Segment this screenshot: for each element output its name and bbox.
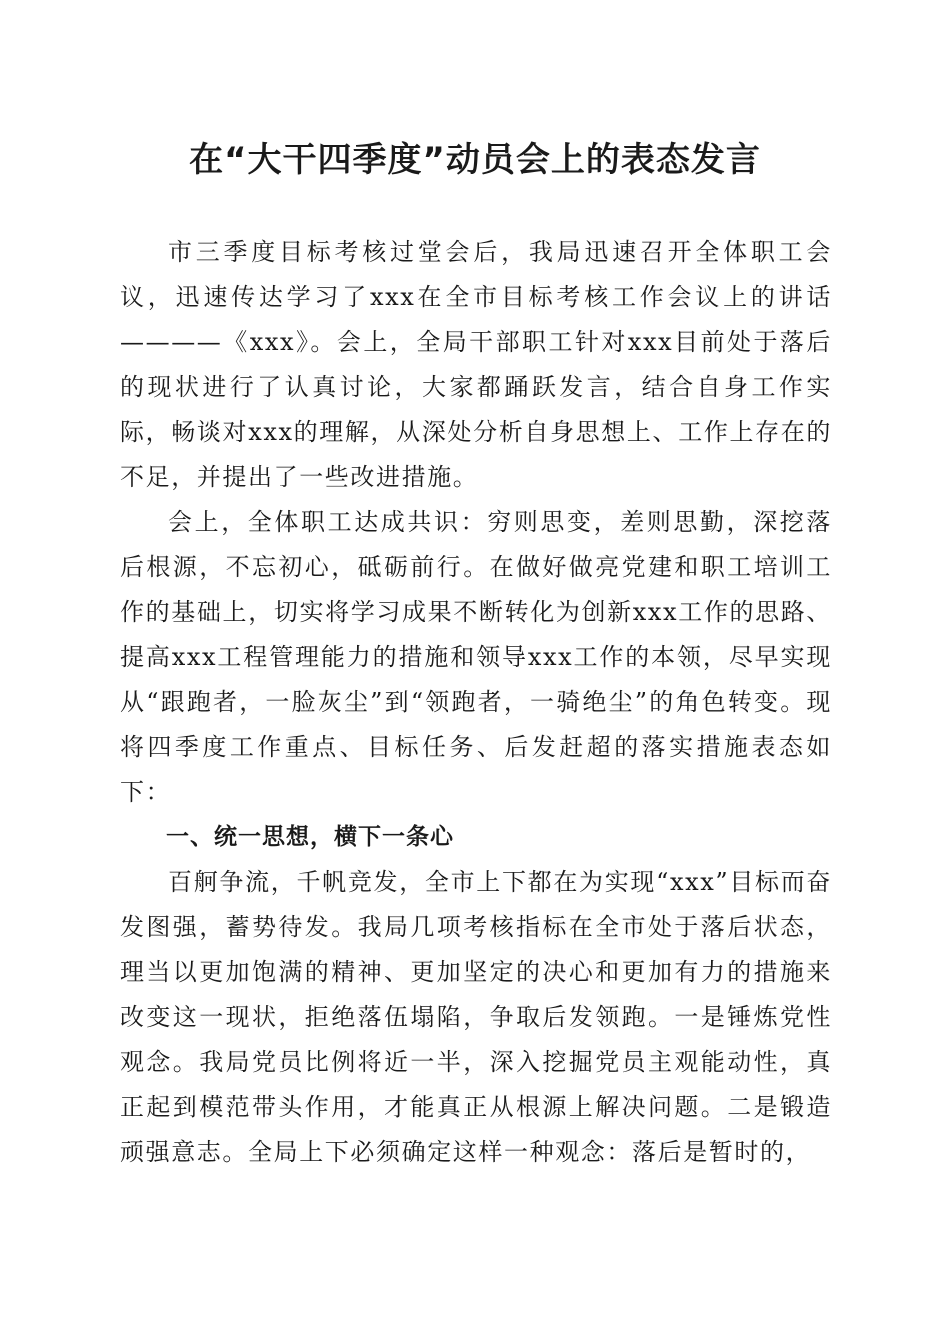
section-heading: 一、统一思想，横下一条心	[166, 824, 454, 850]
paragraph-section-one: 百舸争流，千帆竞发，全市上下都在为实现“xxx”目标而奋发图强，蓄势待发。我局几项考核指标在全市处于落后状态，理当以更加饱满的精神、更加坚定的决心和更加有力的措施来改变这一现状，拒绝落伍塌陷，争取后发领跑。一是锤炼党性观念。我局党员比例将近一半，深入挖掘党员主观能动性，真正起到模范带头作用，才能真正从根源上解决问题。二是锻造顽强意志。全局上下必须确定这样一种观念：落后是暂时的，	[120, 868, 832, 1166]
document-title: 在“大干四季度”动员会上的表态发言	[189, 140, 761, 180]
document-body	[120, 230, 832, 1175]
paragraph-consensus: 会上，全体职工达成共识：穷则思变，差则思勤，深挖落后根源，不忘初心，砥砺前行。在做好做亮党建和职工培训工作的基础上，切实将学习成果不断转化为创新xxx工作的思路、提高xxx工程管理能力的措施和领导xxx工作的本领，尽早实现从“跟跑者，一脸灰尘”到“领跑者，一骑绝尘”的角色转变。现将四季度工作重点、目标任务、后发赶超的落实措施表态如下：	[120, 508, 832, 806]
paragraph-intro: 市三季度目标考核过堂会后，我局迅速召开全体职工会议，迅速传达学习了xxx在全市目标考核工作会议上的讲话————《xxx》。会上，全局干部职工针对xxx目前处于落后的现状进行了认真讨论，大家都踊跃发言，结合自身工作实际，畅谈对xxx的理解，从深处分析自身思想上、工作上存在的不足，并提出了一些改进措施。	[120, 238, 832, 491]
